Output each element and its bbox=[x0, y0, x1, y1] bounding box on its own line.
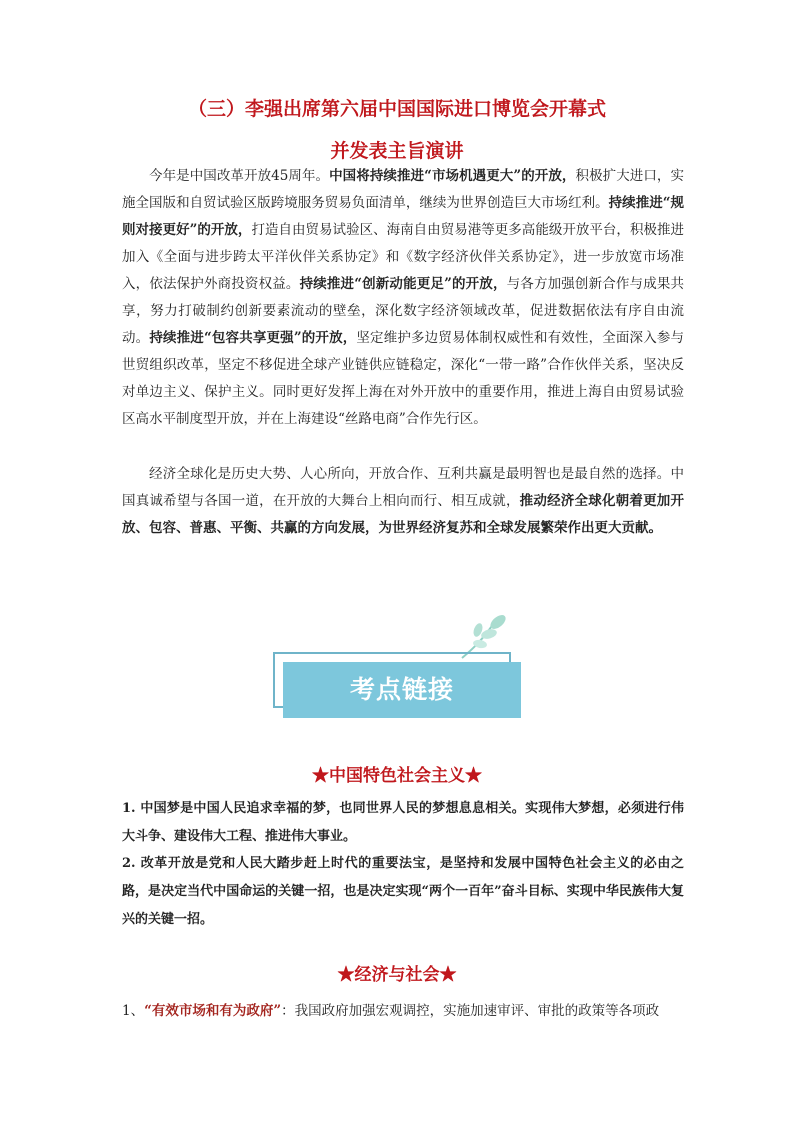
banner-label: 考点链接 bbox=[349, 675, 454, 704]
paragraph-1-text: 今年是中国改革开放45周年。 bbox=[149, 168, 330, 184]
paragraph-1-text: 积极扩大进口，实施全国版和自贸试验区版跨境服务贸易负面清单，继续为世界创造巨大市场红利。 bbox=[122, 168, 684, 211]
heading-socialism: ★中国特色社会主义★ bbox=[312, 766, 482, 786]
paragraph-1-text: 坚定维护多边贸易体制权威性和有效性，全面深入参与世贸组织改革，坚定不移促进全球产业链供应链稳定，深化“一带一路”合作伙伴关系，坚决反对单边主义、保护主义。同时更好发挥上海在对外开放中的重要作用，推进上海自由贸易试验区高水平制度型开放，并在上海建设“丝路电商”合作先行区。 bbox=[122, 330, 685, 427]
paragraph-1-emphasis: 持续推进“规则对接更好”的开放， bbox=[122, 195, 685, 238]
paragraph-1-text: 打造自由贸易试验区、海南自由贸易港等更多高能级开放平台，积极推进加入《全面与进步跨太平洋伙伴关系协定》和《数字经济伙伴关系协定》，进一步放宽市场准入，依法保护外商投资权益。 bbox=[122, 222, 685, 292]
paragraph-2-text: 经济全球化是历史大势、人心所向，开放合作、互利共赢是最明智也是最自然的选择。中国真诚希望与各国一道，在开放的大舞台上相向而行、相互成就， bbox=[122, 466, 684, 509]
economy-item-number: 1、 bbox=[122, 1003, 145, 1019]
exam-link-banner bbox=[273, 652, 523, 720]
paragraph-1 bbox=[122, 163, 684, 433]
heading-economy: ★经济与社会★ bbox=[337, 965, 457, 985]
paragraph-1-emphasis: 中国将持续推进“市场机遇更大”的开放， bbox=[329, 168, 576, 184]
paragraph-1-emphasis: 持续推进“包容共享更强”的开放， bbox=[149, 330, 357, 346]
socialism-item-1: 1. 中国梦是中国人民追求幸福的梦，也同世界人民的梦想息息相关。实现伟大梦想，必须进行伟大斗争、建设伟大工程、推进伟大事业。 bbox=[122, 801, 684, 844]
section-title-line1: （三）李强出席第六届中国国际进口博览会开幕式 bbox=[187, 98, 606, 120]
paragraph-1-emphasis: 持续推进“创新动能更足”的开放， bbox=[299, 276, 507, 292]
economy-item-1 bbox=[122, 997, 684, 1025]
paragraph-2 bbox=[122, 461, 684, 542]
economy-item-text: ：我国政府加强宏观调控，实施加速审评、审批的政策等各项政 bbox=[281, 1003, 660, 1019]
economy-item-keyword: “有效市场和有为政府” bbox=[144, 1003, 282, 1019]
paragraph-1-text: 与各方加强创新合作与成果共享，努力打破制约创新要素流动的壁垒，深化数字经济领域改革，促进数据依法有序自由流动。 bbox=[122, 276, 685, 346]
section-title-line2: 并发表主旨演讲 bbox=[330, 140, 464, 162]
socialism-item-2: 2. 改革开放是党和人民大踏步赶上时代的重要法宝，是坚持和发展中国特色社会主义的必由之路，是决定当代中国命运的关键一招，也是决定实现“两个一百年”奋斗目标、实现中华民族伟大复兴的关键一招。 bbox=[122, 856, 684, 927]
paragraph-2-emphasis: 推动经济全球化朝着更加开放、包容、普惠、平衡、共赢的方向发展，为世界经济复苏和全球发展繁荣作出更大贡献。 bbox=[122, 493, 685, 536]
